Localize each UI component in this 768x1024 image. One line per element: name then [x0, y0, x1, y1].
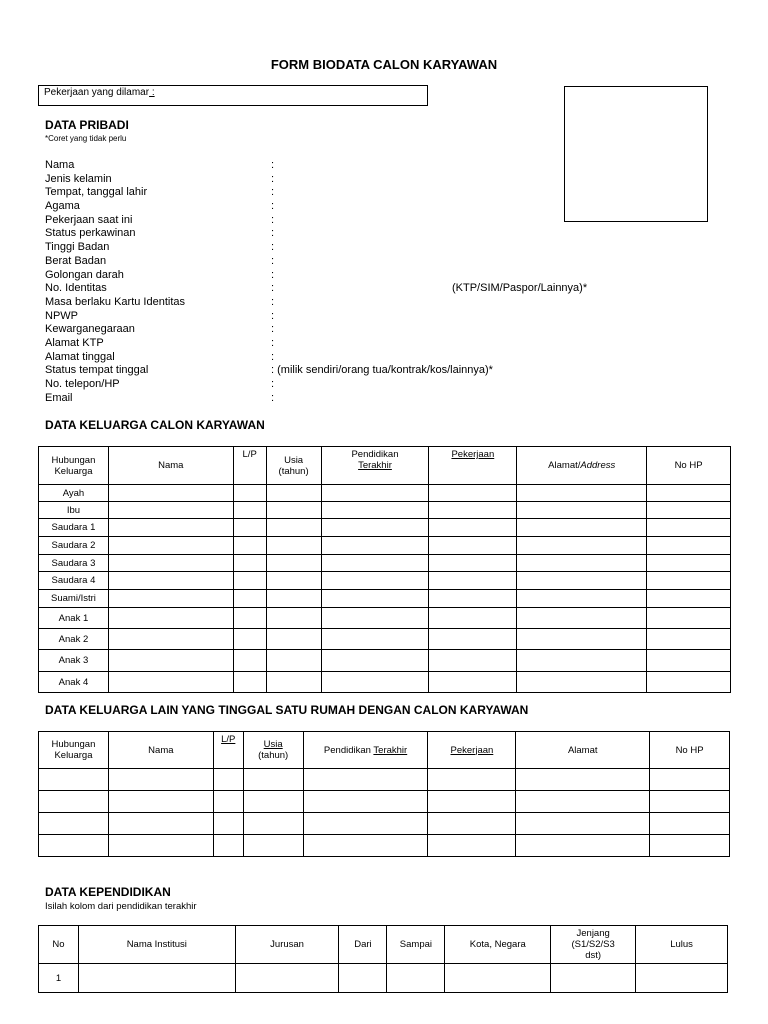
family-input-cell[interactable] — [429, 485, 517, 502]
family-input-cell[interactable] — [647, 537, 731, 555]
personal-field-colon: : — [271, 323, 275, 336]
family-input-cell[interactable] — [266, 502, 321, 519]
family-input-cell[interactable] — [233, 502, 266, 519]
family-input-cell[interactable] — [321, 485, 429, 502]
family-input-cell[interactable] — [233, 485, 266, 502]
family-relation-cell: Suami/Istri — [39, 590, 109, 608]
family-relation-cell: Anak 2 — [39, 629, 109, 650]
education-input-cell[interactable] — [387, 964, 445, 993]
personal-field-row[interactable] — [45, 173, 745, 187]
household-input-cell[interactable] — [108, 769, 213, 791]
family-row — [39, 629, 731, 650]
form-title: FORM BIODATA CALON KARYAWAN — [270, 57, 498, 72]
personal-field-colon: : — [271, 350, 275, 363]
family-input-cell[interactable] — [108, 629, 233, 650]
household-input-cell[interactable] — [213, 791, 243, 813]
personal-field-colon: : — [271, 172, 275, 185]
personal-field-row[interactable] — [45, 392, 745, 406]
personal-note: *Coret yang tidak perlu — [45, 134, 127, 143]
household-input-cell[interactable] — [108, 835, 213, 857]
family-input-cell[interactable] — [429, 572, 517, 590]
family-input-cell[interactable] — [429, 629, 517, 650]
family-row — [39, 502, 731, 519]
family-section-title: DATA KELUARGA CALON KARYAWAN — [45, 418, 265, 432]
household-input-cell[interactable] — [243, 791, 303, 813]
household-input-cell[interactable] — [213, 835, 243, 857]
family-input-cell[interactable] — [233, 590, 266, 608]
family-input-cell[interactable] — [429, 519, 517, 537]
personal-field-colon: : — [271, 213, 275, 226]
education-input-cell[interactable] — [551, 964, 636, 993]
family-header-age: Usia (tahun) — [266, 447, 321, 485]
family-input-cell[interactable] — [108, 672, 233, 693]
education-input-cell[interactable] — [235, 964, 339, 993]
personal-field-colon: : — [271, 309, 275, 322]
family-row — [39, 650, 731, 672]
family-relation-cell: Ibu — [39, 502, 109, 519]
household-input-cell[interactable] — [213, 769, 243, 791]
education-header-from: Dari — [339, 926, 387, 964]
education-header-no: No — [39, 926, 79, 964]
household-header-phone: No HP — [650, 732, 730, 769]
family-input-cell[interactable] — [429, 537, 517, 555]
personal-field-colon: : (milik sendiri/orang tua/kontrak/kos/lainnya)* — [271, 364, 493, 377]
personal-field-label: Agama — [45, 200, 80, 213]
family-row — [39, 608, 731, 629]
personal-field-label: Tinggi Badan — [45, 241, 110, 254]
personal-field-colon: : — [271, 186, 275, 199]
family-header-address: Alamat/Address — [517, 447, 647, 485]
personal-field-row[interactable] — [45, 159, 745, 173]
family-input-cell[interactable] — [429, 590, 517, 608]
education-header-level: Jenjang (S1/S2/S3 dst) — [551, 926, 636, 964]
family-input-cell[interactable] — [647, 672, 731, 693]
family-input-cell[interactable] — [108, 572, 233, 590]
family-input-cell[interactable] — [108, 555, 233, 572]
household-input-cell[interactable] — [108, 813, 213, 835]
family-input-cell[interactable] — [429, 672, 517, 693]
household-input-cell[interactable] — [39, 813, 109, 835]
personal-field-row[interactable] — [45, 323, 745, 337]
family-header-education: Pendidikan Terakhir — [321, 447, 429, 485]
family-input-cell[interactable] — [517, 485, 647, 502]
personal-field-row[interactable] — [45, 200, 745, 214]
family-row — [39, 572, 731, 590]
personal-field-colon: : — [271, 282, 275, 295]
family-row — [39, 519, 731, 537]
household-input-cell[interactable] — [243, 813, 303, 835]
education-header-graduated: Lulus — [636, 926, 728, 964]
education-input-cell[interactable] — [78, 964, 235, 993]
family-input-cell[interactable] — [321, 672, 429, 693]
family-input-cell[interactable] — [321, 650, 429, 672]
personal-field-row[interactable] — [45, 255, 745, 269]
family-input-cell[interactable] — [517, 502, 647, 519]
education-input-cell[interactable] — [636, 964, 728, 993]
household-table — [38, 731, 730, 857]
household-input-cell[interactable] — [213, 813, 243, 835]
personal-field-label: Alamat tinggal — [45, 350, 115, 363]
household-input-cell[interactable] — [303, 813, 428, 835]
household-header-age: Usia (tahun) — [243, 732, 303, 769]
family-input-cell[interactable] — [266, 608, 321, 629]
family-input-cell[interactable] — [108, 590, 233, 608]
family-input-cell[interactable] — [266, 555, 321, 572]
household-input-cell[interactable] — [243, 769, 303, 791]
personal-field-label: Berat Badan — [45, 254, 107, 267]
family-input-cell[interactable] — [429, 502, 517, 519]
education-section-title: DATA KEPENDIDIKAN — [45, 885, 171, 899]
household-input-cell[interactable] — [516, 813, 650, 835]
education-header-city: Kota, Negara — [445, 926, 551, 964]
personal-field-row[interactable] — [45, 296, 745, 310]
job-applied-colon: : — [149, 87, 155, 98]
family-input-cell[interactable] — [266, 485, 321, 502]
personal-field-row[interactable] — [45, 227, 745, 241]
family-relation-cell: Saudara 2 — [39, 537, 109, 555]
household-row — [39, 835, 730, 857]
personal-field-colon: : — [271, 200, 275, 213]
family-input-cell[interactable] — [517, 672, 647, 693]
personal-section-title: DATA PRIBADI — [45, 118, 129, 132]
education-row — [39, 964, 728, 993]
personal-field-colon: : — [271, 268, 275, 281]
household-header-job: Pekerjaan — [428, 732, 516, 769]
family-input-cell[interactable] — [321, 555, 429, 572]
family-relation-cell: Anak 3 — [39, 650, 109, 672]
household-input-cell[interactable] — [650, 835, 730, 857]
family-table — [38, 446, 731, 693]
family-input-cell[interactable] — [429, 650, 517, 672]
personal-field-row[interactable] — [45, 186, 745, 200]
family-input-cell[interactable] — [233, 537, 266, 555]
family-input-cell[interactable] — [647, 572, 731, 590]
family-input-cell[interactable] — [429, 608, 517, 629]
household-input-cell[interactable] — [650, 791, 730, 813]
education-input-cell[interactable] — [339, 964, 387, 993]
family-input-cell[interactable] — [233, 608, 266, 629]
family-input-cell[interactable] — [647, 629, 731, 650]
family-input-cell[interactable] — [321, 537, 429, 555]
household-header-education: Pendidikan Terakhir — [303, 732, 428, 769]
personal-field-row[interactable] — [45, 241, 745, 255]
family-relation-cell: Anak 1 — [39, 608, 109, 629]
household-input-cell[interactable] — [39, 835, 109, 857]
education-note: Isilah kolom dari pendidikan terakhir — [45, 901, 197, 912]
personal-field-row[interactable] — [45, 364, 745, 378]
family-header-sex: L/P — [233, 447, 266, 485]
personal-field-label: Status tempat tinggal — [45, 364, 149, 377]
family-input-cell[interactable] — [647, 590, 731, 608]
personal-field-row[interactable] — [45, 378, 745, 392]
family-input-cell[interactable] — [233, 672, 266, 693]
family-input-cell[interactable] — [517, 555, 647, 572]
personal-field-row[interactable] — [45, 351, 745, 365]
family-input-cell[interactable] — [517, 650, 647, 672]
family-input-cell[interactable] — [266, 590, 321, 608]
household-input-cell[interactable] — [428, 791, 516, 813]
personal-field-row[interactable] — [45, 214, 745, 228]
education-header-institution: Nama Institusi — [78, 926, 235, 964]
personal-field-label: Status perkawinan — [45, 227, 136, 240]
education-header-to: Sampai — [387, 926, 445, 964]
family-input-cell[interactable] — [647, 650, 731, 672]
family-input-cell[interactable] — [266, 537, 321, 555]
family-input-cell[interactable] — [647, 555, 731, 572]
family-input-cell[interactable] — [266, 629, 321, 650]
household-header-address: Alamat — [516, 732, 650, 769]
family-row — [39, 555, 731, 572]
household-row — [39, 769, 730, 791]
family-header-phone: No HP — [647, 447, 731, 485]
family-input-cell[interactable] — [647, 485, 731, 502]
personal-field-label: No. Identitas — [45, 282, 107, 295]
family-input-cell[interactable] — [108, 502, 233, 519]
family-input-cell[interactable] — [517, 537, 647, 555]
personal-field-colon: : — [271, 159, 275, 171]
family-header-job: Pekerjaan — [429, 447, 517, 485]
personal-field-colon: : — [271, 391, 275, 404]
family-input-cell[interactable] — [321, 502, 429, 519]
family-input-cell[interactable] — [517, 519, 647, 537]
family-input-cell[interactable] — [429, 555, 517, 572]
personal-field-row[interactable] — [45, 282, 745, 296]
family-relation-cell: Saudara 4 — [39, 572, 109, 590]
family-relation-cell: Saudara 3 — [39, 555, 109, 572]
family-input-cell[interactable] — [647, 502, 731, 519]
family-input-cell[interactable] — [233, 555, 266, 572]
household-row — [39, 791, 730, 813]
personal-field-row[interactable] — [45, 269, 745, 283]
personal-field-label: Tempat, tanggal lahir — [45, 186, 148, 199]
education-no-cell: 1 — [39, 964, 79, 993]
family-input-cell[interactable] — [321, 572, 429, 590]
family-header-relation: Hubungan Keluarga — [39, 447, 109, 485]
personal-field-label: Jenis kelamin — [45, 172, 112, 185]
family-header-name: Nama — [108, 447, 233, 485]
family-input-cell[interactable] — [321, 590, 429, 608]
personal-field-label: Nama — [45, 159, 75, 171]
family-input-cell[interactable] — [233, 519, 266, 537]
family-input-cell[interactable] — [321, 608, 429, 629]
personal-field-label: Email — [45, 391, 73, 404]
household-input-cell[interactable] — [516, 835, 650, 857]
household-input-cell[interactable] — [303, 835, 428, 857]
personal-field-label: Golongan darah — [45, 268, 124, 281]
education-input-cell[interactable] — [445, 964, 551, 993]
family-input-cell[interactable] — [108, 537, 233, 555]
personal-field-colon: : — [271, 241, 275, 254]
household-input-cell[interactable] — [650, 769, 730, 791]
personal-field-colon: : — [271, 295, 275, 308]
personal-field-row[interactable] — [45, 337, 745, 351]
family-input-cell[interactable] — [266, 672, 321, 693]
family-row — [39, 537, 731, 555]
family-relation-cell: Anak 4 — [39, 672, 109, 693]
household-input-cell[interactable] — [303, 769, 428, 791]
personal-field-colon: : — [271, 227, 275, 240]
household-row — [39, 813, 730, 835]
family-input-cell[interactable] — [647, 519, 731, 537]
family-input-cell[interactable] — [321, 629, 429, 650]
household-header-sex: L/P — [213, 732, 243, 769]
household-input-cell[interactable] — [303, 791, 428, 813]
household-section-title: DATA KELUARGA LAIN YANG TINGGAL SATU RUMAH DENGAN CALON KARYAWAN — [45, 703, 529, 717]
job-applied-label: Pekerjaan yang dilamar — [44, 87, 150, 98]
family-input-cell[interactable] — [266, 572, 321, 590]
family-input-cell[interactable] — [233, 629, 266, 650]
household-input-cell[interactable] — [516, 769, 650, 791]
household-header-relation: Hubungan Keluarga — [39, 732, 109, 769]
family-input-cell[interactable] — [517, 590, 647, 608]
personal-field-colon: : — [271, 254, 275, 267]
personal-field-hint: (KTP/SIM/Paspor/Lainnya)* — [452, 282, 588, 295]
household-input-cell[interactable] — [108, 791, 213, 813]
household-input-cell[interactable] — [39, 791, 109, 813]
household-input-cell[interactable] — [650, 813, 730, 835]
family-input-cell[interactable] — [517, 608, 647, 629]
family-input-cell[interactable] — [517, 629, 647, 650]
family-relation-cell: Saudara 1 — [39, 519, 109, 537]
family-row — [39, 590, 731, 608]
family-row — [39, 672, 731, 693]
personal-field-label: Alamat KTP — [45, 336, 104, 349]
family-input-cell[interactable] — [108, 608, 233, 629]
household-header-name: Nama — [108, 732, 213, 769]
family-input-cell[interactable] — [108, 519, 233, 537]
household-input-cell[interactable] — [516, 791, 650, 813]
family-input-cell[interactable] — [321, 519, 429, 537]
job-applied-field[interactable] — [38, 85, 428, 106]
household-input-cell[interactable] — [243, 835, 303, 857]
personal-field-label: NPWP — [45, 309, 78, 322]
personal-fields — [45, 159, 745, 405]
household-input-cell[interactable] — [428, 769, 516, 791]
household-input-cell[interactable] — [428, 813, 516, 835]
family-relation-cell: Ayah — [39, 485, 109, 502]
family-input-cell[interactable] — [647, 608, 731, 629]
family-input-cell[interactable] — [266, 519, 321, 537]
family-row — [39, 485, 731, 502]
family-input-cell[interactable] — [517, 572, 647, 590]
personal-field-label: Pekerjaan saat ini — [45, 213, 133, 226]
personal-field-row[interactable] — [45, 310, 745, 324]
education-header-major: Jurusan — [235, 926, 339, 964]
family-input-cell[interactable] — [108, 650, 233, 672]
household-input-cell[interactable] — [39, 769, 109, 791]
household-input-cell[interactable] — [428, 835, 516, 857]
family-input-cell[interactable] — [233, 650, 266, 672]
personal-field-label: Kewarganegaraan — [45, 323, 135, 336]
personal-field-label: No. telepon/HP — [45, 378, 120, 390]
family-input-cell[interactable] — [266, 650, 321, 672]
personal-field-label: Masa berlaku Kartu Identitas — [45, 295, 186, 308]
family-input-cell[interactable] — [108, 485, 233, 502]
family-input-cell[interactable] — [233, 572, 266, 590]
personal-field-colon: : — [271, 378, 275, 390]
personal-field-colon: : — [271, 336, 275, 349]
education-table — [38, 925, 728, 993]
